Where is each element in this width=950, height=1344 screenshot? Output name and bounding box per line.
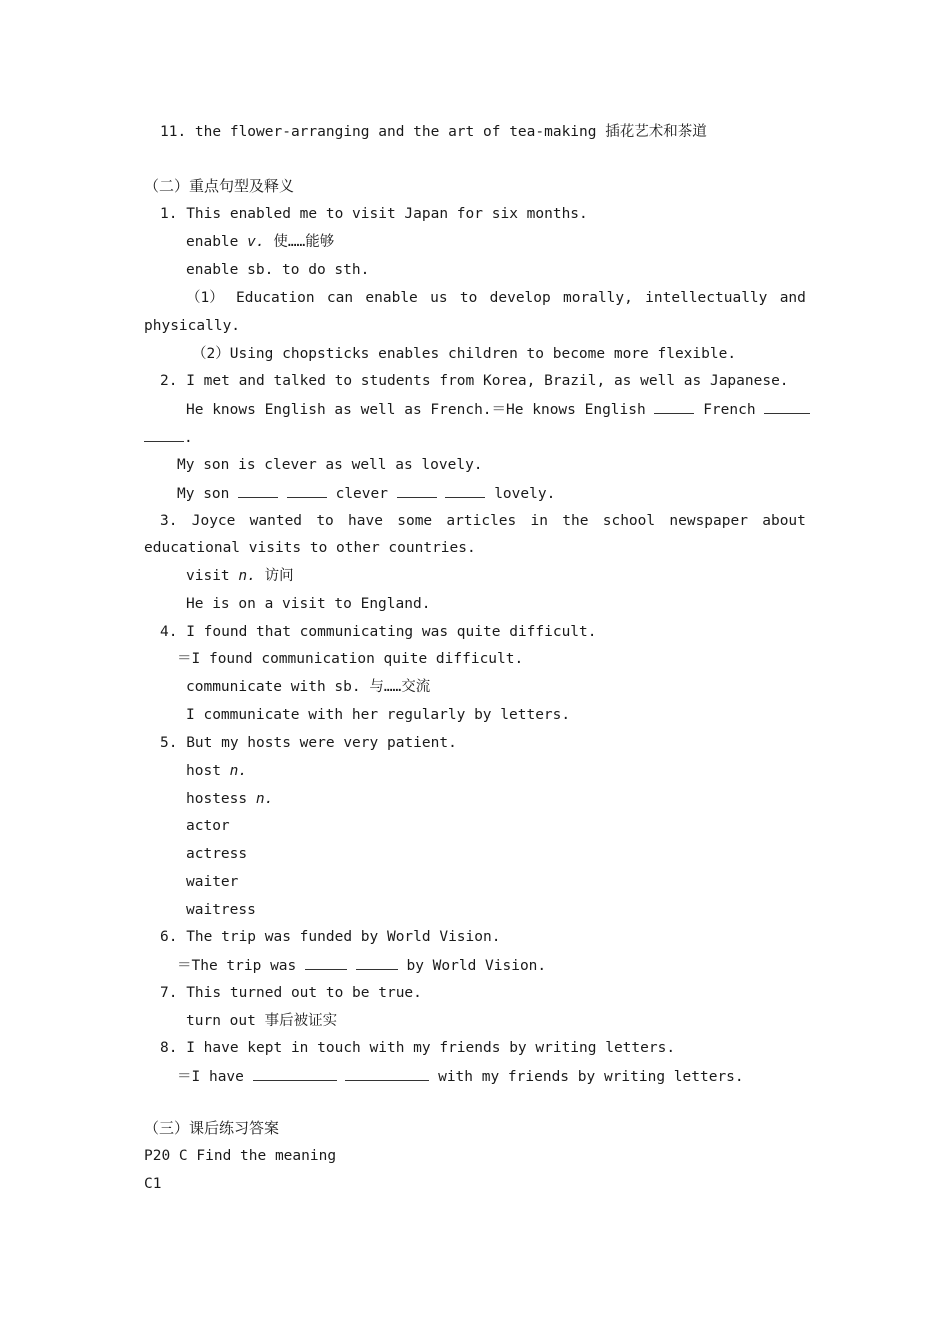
fill-in-6: ＝The trip was by World Vision. — [177, 955, 546, 976]
sentence-8: 8. I have kept in touch with my friends by writing letters. — [160, 1040, 676, 1056]
part-of-speech: v. — [247, 234, 265, 250]
communicate-pattern: communicate with sb. 与……交流 — [186, 679, 431, 695]
answer-blank[interactable] — [253, 1066, 337, 1081]
word: （1） — [186, 290, 224, 306]
answer-blank[interactable] — [445, 483, 485, 498]
word: develop — [489, 290, 551, 306]
sentence-4-equivalent: ＝I found communication quite difficult. — [177, 651, 524, 667]
fill-in-2b: My son clever lovely. — [177, 483, 555, 504]
example-1-continuation: physically. — [144, 318, 241, 334]
word-waitress: waitress — [186, 902, 256, 918]
item-11: 11. the flower-arranging and the art of tea-making 插花艺术和茶道 — [160, 124, 707, 140]
example-as-well-as: My son is clever as well as lovely. — [177, 457, 483, 473]
answer-blank[interactable] — [287, 483, 327, 498]
sentence-3-continuation: educational visits to other countries. — [144, 540, 476, 556]
turn-out-pattern: turn out 事后被证实 — [186, 1013, 338, 1029]
sentence-5: 5. But my hosts were very patient. — [160, 735, 457, 751]
word-actor: actor — [186, 818, 230, 834]
fill-in-2a: He knows English as well as French.＝He knows English French — [186, 399, 810, 420]
p20-heading: P20 C Find the meaning — [144, 1148, 337, 1164]
fill-in-2a-continuation: . — [144, 427, 193, 448]
enable-pattern: enable sb. to do sth. — [186, 262, 370, 278]
visit-example: He is on a visit to England. — [186, 596, 431, 612]
answer-blank[interactable] — [238, 483, 278, 498]
section-3-title: （三）课后练习答案 — [144, 1119, 280, 1137]
word: morally, — [563, 290, 633, 306]
word: can — [326, 290, 354, 306]
sentence-3: 3. Joyce wanted to have some articles in the school newspaper about — [160, 513, 806, 529]
example-1-line — [186, 288, 806, 308]
communicate-example: I communicate with her regularly by letters. — [186, 707, 571, 723]
word: enable — [365, 290, 418, 306]
word: Education — [236, 290, 315, 306]
sentence-6: 6. The trip was funded by World Vision. — [160, 929, 501, 945]
answer-blank[interactable] — [305, 955, 347, 970]
word: intellectually — [645, 290, 768, 306]
meaning: 使……能够 — [273, 234, 335, 250]
enable-definition — [186, 232, 334, 252]
visit-definition: visit n. 访问 — [186, 568, 294, 584]
answer-blank[interactable] — [356, 955, 398, 970]
example-2: （2）Using chopsticks enables children to become more flexible. — [192, 346, 737, 362]
answer-blank[interactable] — [397, 483, 437, 498]
sentence-7: 7. This turned out to be true. — [160, 985, 422, 1001]
sentence-2: 2. I met and talked to students from Korea, Brazil, as well as Japanese. — [160, 373, 789, 389]
word: to — [459, 290, 478, 306]
answer-blank[interactable] — [345, 1066, 429, 1081]
answer-blank[interactable] — [764, 399, 810, 414]
answer-blank[interactable] — [654, 399, 694, 414]
word: and — [779, 290, 806, 306]
sentence-4: 4. I found that communicating was quite difficult. — [160, 624, 597, 640]
word-host: host n. — [186, 763, 248, 779]
fill-in-8: ＝I have with my friends by writing letters. — [177, 1066, 744, 1087]
word: us — [430, 290, 448, 306]
section-2-title: （二）重点句型及释义 — [144, 177, 295, 195]
word: enable — [186, 234, 239, 250]
answer-blank[interactable] — [144, 427, 184, 442]
sentence-1: 1. This enabled me to visit Japan for six months. — [160, 206, 588, 222]
word-hostess: hostess n. — [186, 791, 274, 807]
word-waiter: waiter — [186, 874, 239, 890]
c1-label: C1 — [144, 1176, 162, 1192]
word-actress: actress — [186, 846, 248, 862]
